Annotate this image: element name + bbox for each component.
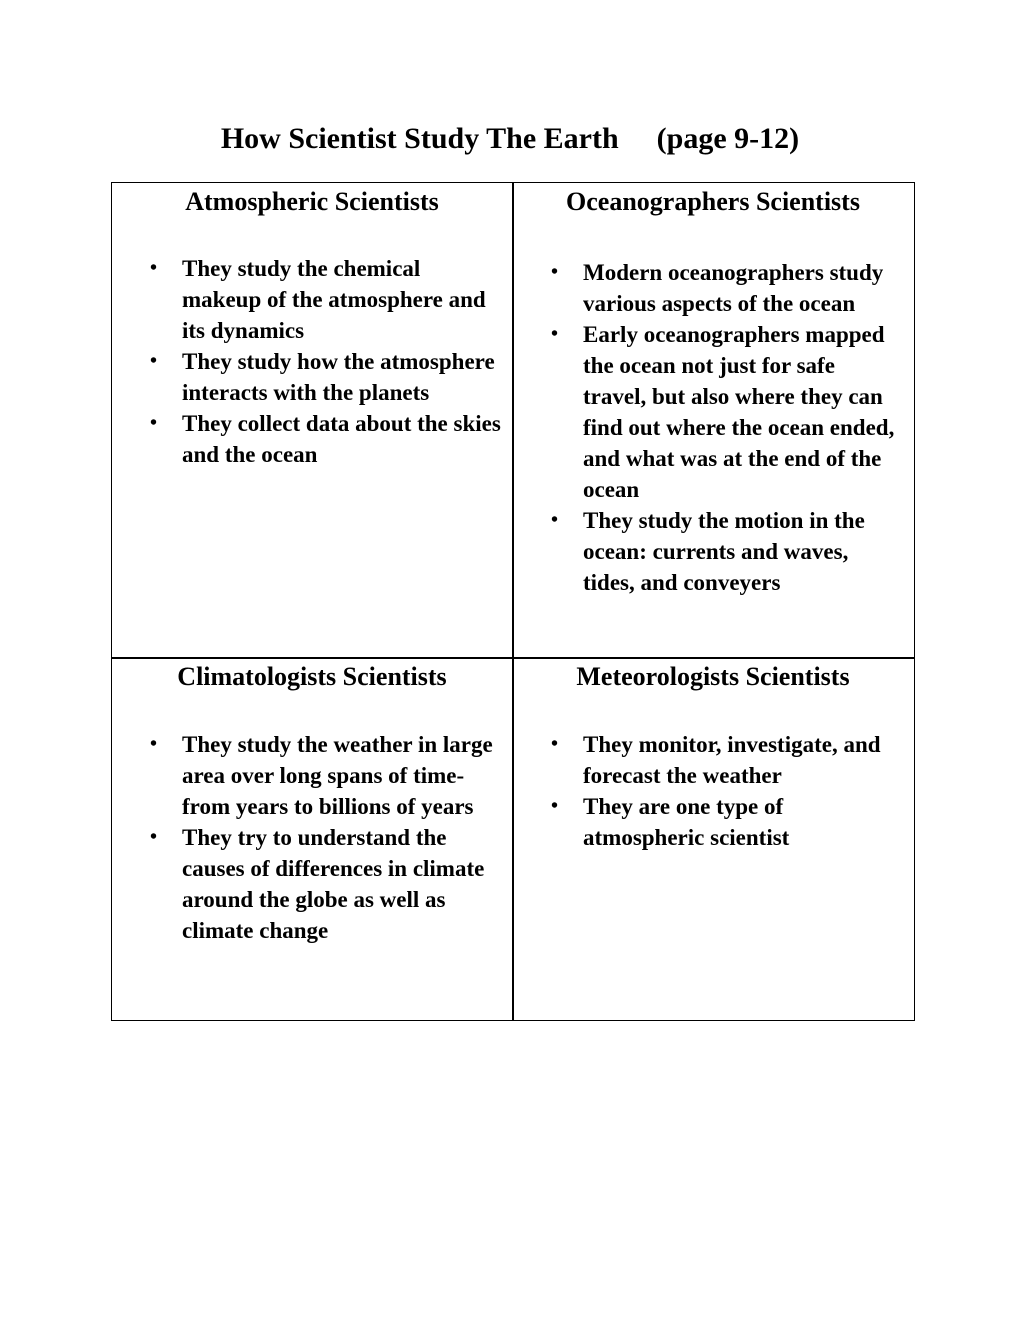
bullet-text: They are one type of atmospheric scientist: [583, 794, 790, 850]
cell-atmospheric: [112, 185, 512, 470]
bullet-text: They monitor, investigate, and forecast the weather: [583, 732, 881, 788]
bullet-text: They study how the atmosphere interacts with the planets: [182, 349, 495, 405]
bullet-text: Early oceanographers mapped the ocean not just for safe travel, but also where they can find out where the ocean ended, and what was at the end of the ocean: [583, 322, 895, 502]
list-item: [513, 505, 913, 598]
bullet-text: They study the motion in the ocean: currents and waves, tides, and conveyers: [583, 508, 865, 595]
bullet-icon: •: [150, 733, 158, 755]
list-item: [513, 319, 913, 505]
list-item: [112, 346, 512, 408]
title-pages: (page 9-12): [656, 122, 800, 155]
bullet-text: They study the weather in large area over long spans of time-from years to billions of years: [182, 732, 493, 819]
bullet-icon: •: [150, 257, 158, 279]
bullet-icon: •: [551, 795, 559, 817]
bullet-icon: •: [150, 412, 158, 434]
list-item: [513, 257, 913, 319]
bullet-text: They try to understand the causes of differences in climate around the globe as well as climate change: [182, 825, 485, 943]
bullet-text: They study the chemical makeup of the atmosphere and its dynamics: [182, 256, 486, 343]
bullet-icon: •: [551, 261, 559, 283]
bullet-list: [513, 257, 913, 598]
scientists-table: [111, 182, 915, 1021]
bullet-icon: •: [551, 323, 559, 345]
list-item: [513, 729, 913, 791]
list-item: [112, 729, 512, 822]
bullet-list: [112, 253, 512, 470]
cell-meteorologists: [513, 660, 913, 853]
bullet-list: [112, 729, 512, 946]
cell-heading: Meteorologists Scientists: [576, 662, 850, 691]
cell-oceanographers: [513, 185, 913, 598]
cell-heading: Climatologists Scientists: [177, 662, 447, 691]
bullet-icon: •: [551, 509, 559, 531]
cell-climatologists: [112, 660, 512, 946]
title-main: How Scientist Study The Earth: [220, 122, 619, 155]
list-item: [112, 408, 512, 470]
list-item: [112, 822, 512, 946]
row-divider: [112, 657, 914, 659]
cell-heading: Oceanographers Scientists: [566, 187, 860, 216]
bullet-icon: •: [150, 826, 158, 848]
cell-heading: Atmospheric Scientists: [185, 187, 439, 216]
list-item: [112, 253, 512, 346]
bullet-list: [513, 729, 913, 853]
bullet-icon: •: [551, 733, 559, 755]
bullet-icon: •: [150, 350, 158, 372]
bullet-text: They collect data about the skies and the ocean: [182, 411, 501, 467]
page-title: [0, 122, 1020, 156]
bullet-text: Modern oceanographers study various aspects of the ocean: [583, 260, 884, 316]
list-item: [513, 791, 913, 853]
